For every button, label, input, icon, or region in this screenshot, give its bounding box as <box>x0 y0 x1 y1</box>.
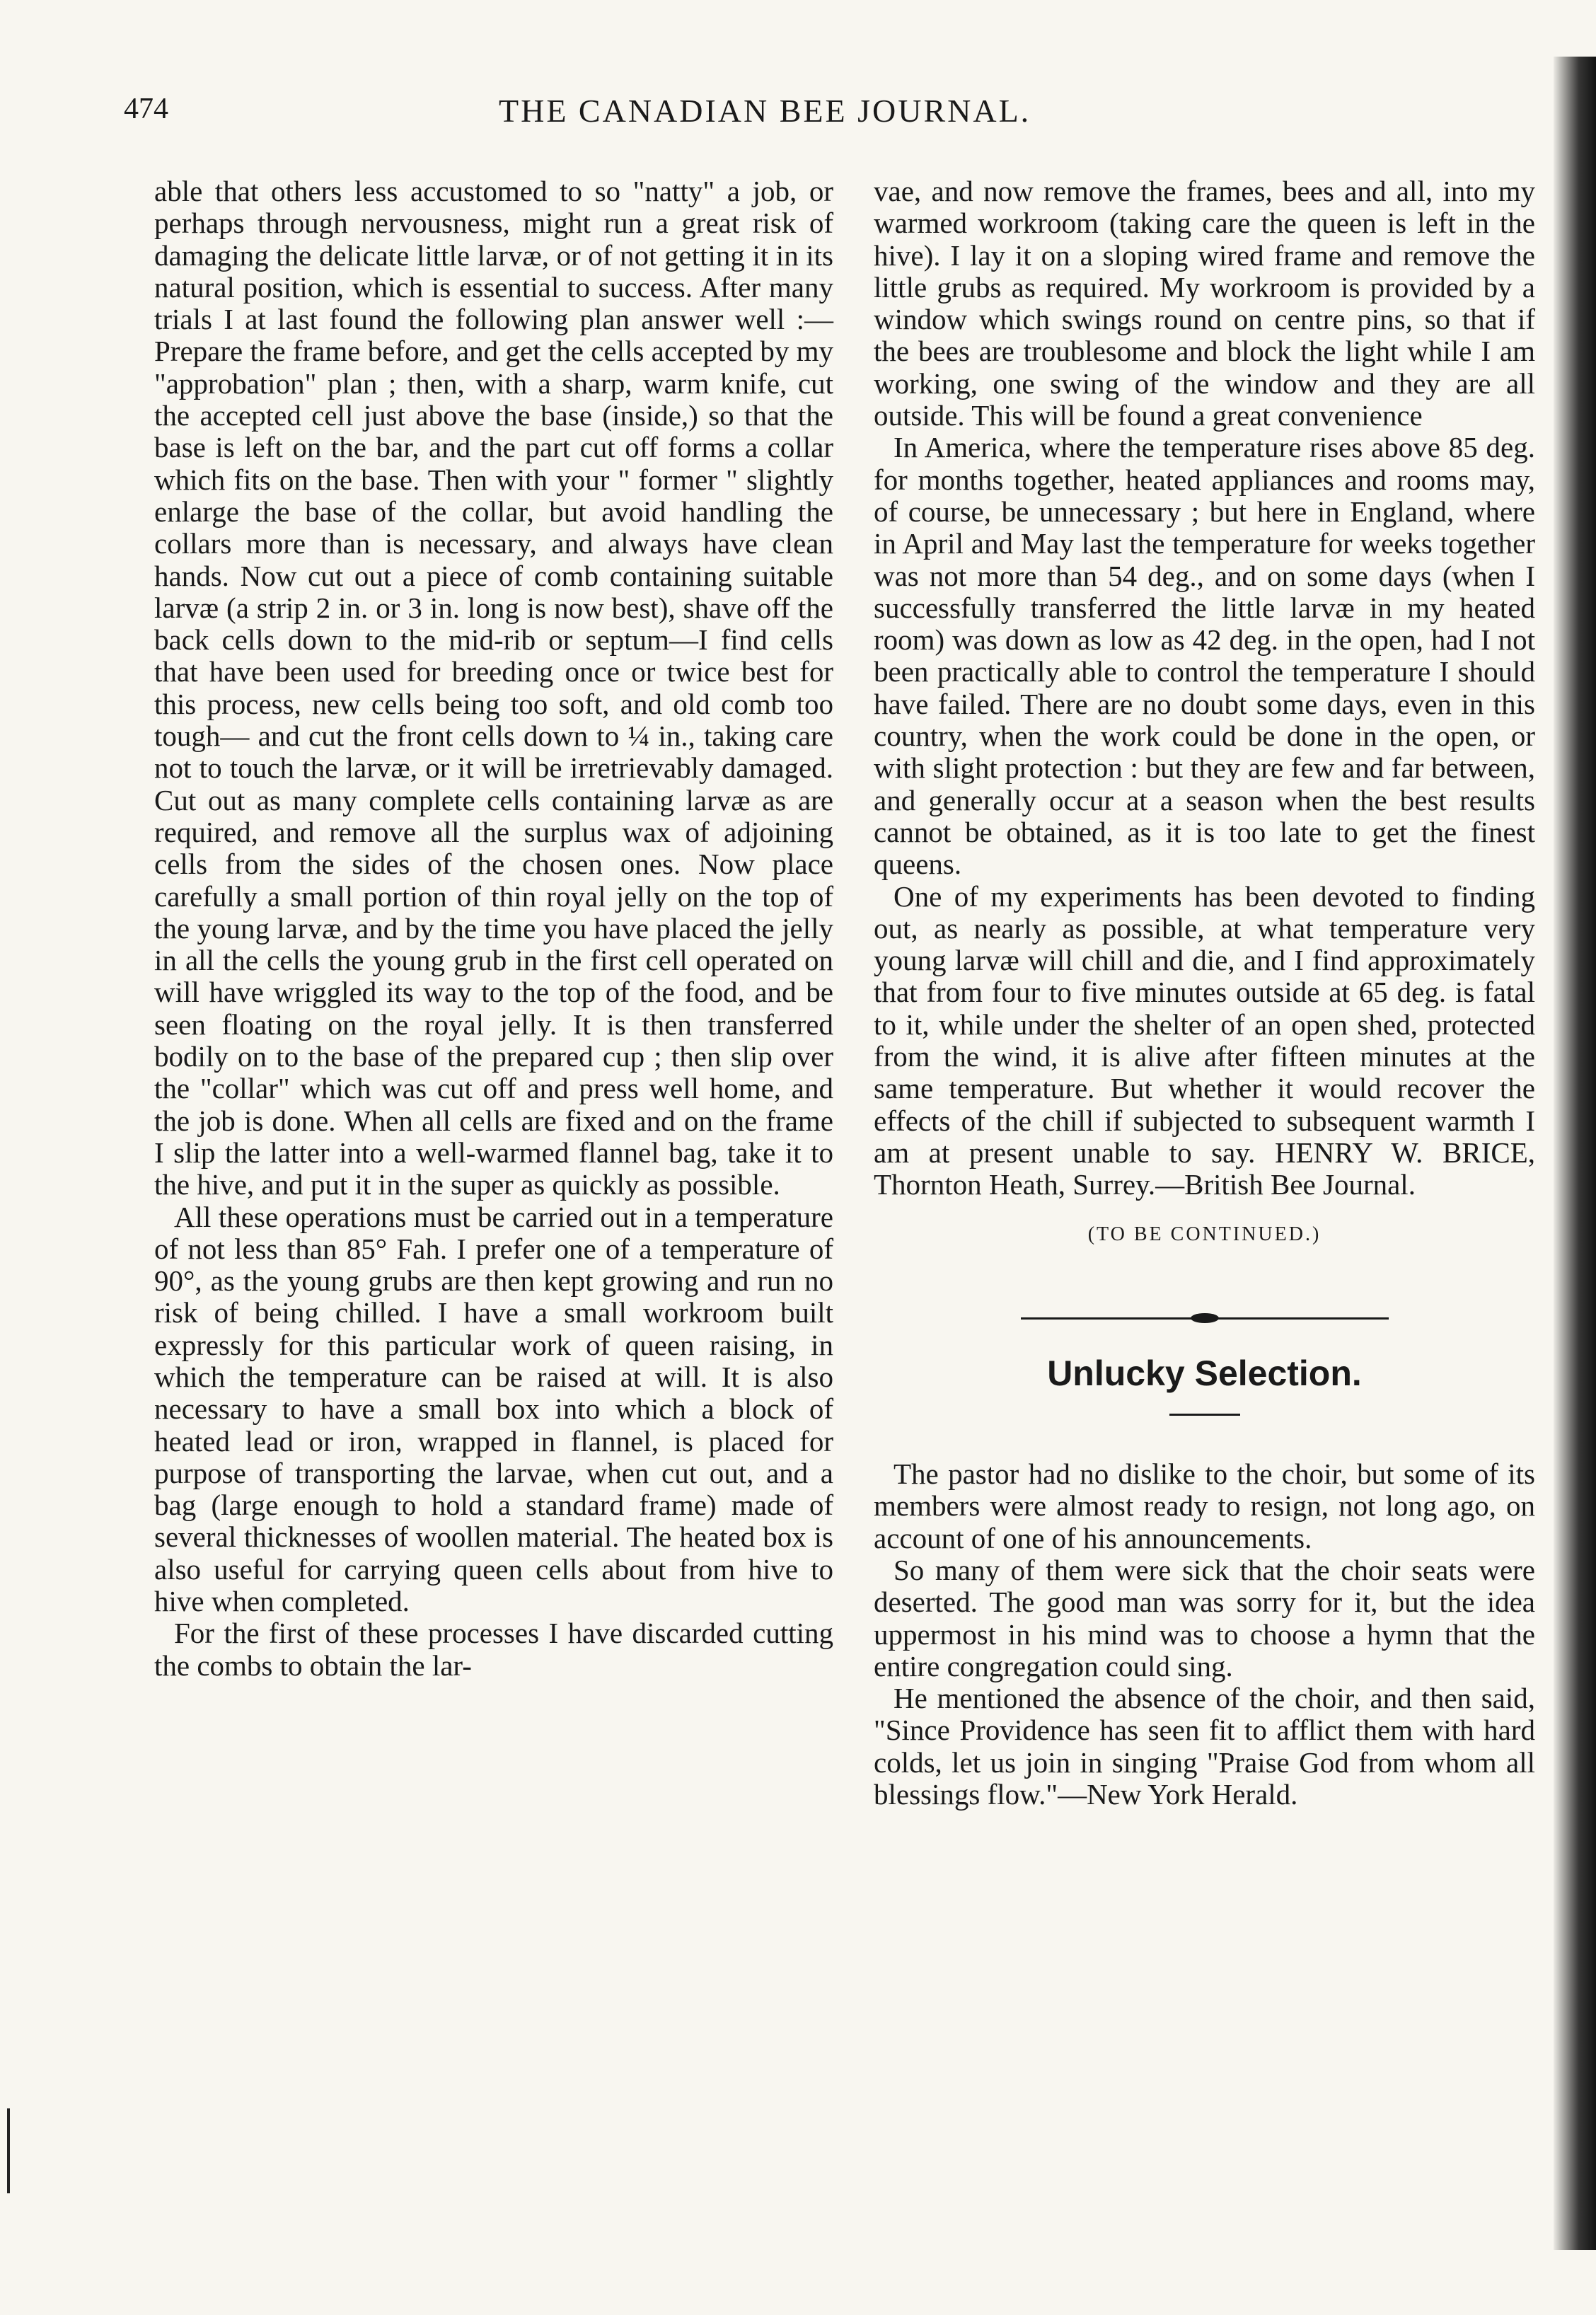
ornament-divider <box>1021 1311 1389 1325</box>
article-paragraph-2: So many of them were sick that the choir seats were deserted. The good man was sorry for it, but the idea uppermost in his mind was to choose a hymn that the entire congregation could sing. <box>874 1553 1535 1682</box>
right-paragraph-3: One of my experiments has been devoted to finding out, as nearly as possible, at what temperature very young larvæ will chill and die, and I find approximately that from four to five minutes outside at 65 deg. is fatal to it, while under the shelter of an open shed, protected from the wind, it is alive after fifteen minutes at the same temperature. But whether it would recover the effects of the chill if subjected to subsequent warmth I am at present unable to say. HENRY W. BRICE, Thornton Heath, Surrey.—British Bee Journal. <box>874 879 1535 1201</box>
journal-title: THE CANADIAN BEE JOURNAL. <box>499 93 1031 129</box>
article-title: Unlucky Selection. <box>1047 1353 1362 1393</box>
page-edge-shadow <box>1554 57 1596 2250</box>
left-column <box>154 175 833 1682</box>
divider-ornament <box>1191 1313 1219 1323</box>
right-paragraph-1: vae, and now remove the frames, bees and all, into my warmed workroom (taking care the queen is left in the hive). I lay it on a sloping wired frame and remove the little grubs as required. My workroom is provided by a window which swings round on centre pins, so that if the bees are troublesome and block the light while I am working, one swing of the window and they are all outside. This will be found a great convenience <box>874 175 1535 432</box>
continued-note: (TO BE CONTINUED.) <box>1087 1223 1322 1245</box>
left-paragraph-1: able that others less accustomed to so "natty" a job, or perhaps through nervousness, might run a great risk of damaging the delicate little larvæ, or of not getting it in its natural position, which is essential to success. After many trials I at last found the following plan answer well :— Prepare the frame before, and get the cells accepted by my "approbation" plan ; then, with a sharp, warm knife, cut the accepted cell just above the base (inside,) so that the base is left on the bar, and the part cut off forms a collar which fits on the base. Then with your " former " slightly enlarge the base of the collar, but avoid handling the collars more than is necessary, and always have clean hands. Now cut out a piece of comb containing suitable larvæ (a strip 2 in. or 3 in. long is now best), shave off the back cells down to the mid-rib or septum—I find cells that have been used for breeding once or twice best for this process, new cells being too soft, and old comb too tough— and cut the front cells down to ¼ in., taking care not to touch the larvæ, or it will be irretrievably damaged. Cut out as many complete cells containing larvæ as are required, and remove all the surplus wax of adjoining cells from the sides of the chosen ones. Now place carefully a small portion of thin royal jelly on the top of the young larvæ, and by the time you have placed the jelly in all the cells the young grub in the first cell operated on will have wriggled its way to the top of the food, and be seen floating on the royal jelly. It is then transferred bodily on to the base of the prepared cup ; then slip over the "collar" which was cut off and press well home, and the job is done. When all cells are fixed and on the frame I slip the latter into a well-warmed flannel bag, take it to the hive, and put it in the super as quickly as possible. <box>154 175 833 1201</box>
page-header <box>124 92 1525 142</box>
margin-mark <box>7 2108 10 2193</box>
page-number: 474 <box>124 93 168 125</box>
left-paragraph-3: For the first of these processes I have discarded cutting the combs to obtain the lar- <box>154 1617 833 1682</box>
right-paragraph-2: In America, where the temperature rises above 85 deg. for months together, heated appliances and rooms may, of course, be unnecessary ; but here in England, where in April and May last the temperature for weeks together was not more than 54 deg., and on some days (when I successfully transferred the little larvæ in my heated room) was down as low as 42 deg. in the open, had I not been practically able to control the temperature I should have failed. There are no doubt some days, even in this country, when the work could be done in the open, or with slight protection : but they are few and far between, and generally occur at a season when the best results cannot be obtained, as it is too late to get the finest queens. <box>874 431 1535 881</box>
article-paragraph-1: The pastor had no dislike to the choir, but some of its members were almost ready to resign, not long ago, on account of one of his announcements. <box>874 1457 1535 1554</box>
left-paragraph-2: All these operations must be carried out in a temperature of not less than 85° Fah. I prefer one of a temperature of 90°, as the young grubs are then kept growing and run no risk of being chilled. I have a small workroom built expressly for this particular work of queen raising, in which the temperature can be raised at will. It is also necessary to have a small box into which a block of heated lead or iron, wrapped in flannel, is placed for purpose of transporting the larvae, when cut out, and a bag (large enough to hold a standard frame) made of several thicknesses of woollen material. The heated box is also useful for carrying queen cells about from hive to hive when completed. <box>154 1200 833 1618</box>
right-column <box>874 175 1535 1811</box>
title-rule <box>1169 1414 1240 1416</box>
article-paragraph-3: He mentioned the absence of the choir, and then said, "Since Providence has seen fit to afflict them with hard colds, let us join in singing "Praise God from whom all blessings flow."—New York Herald. <box>874 1682 1535 1811</box>
